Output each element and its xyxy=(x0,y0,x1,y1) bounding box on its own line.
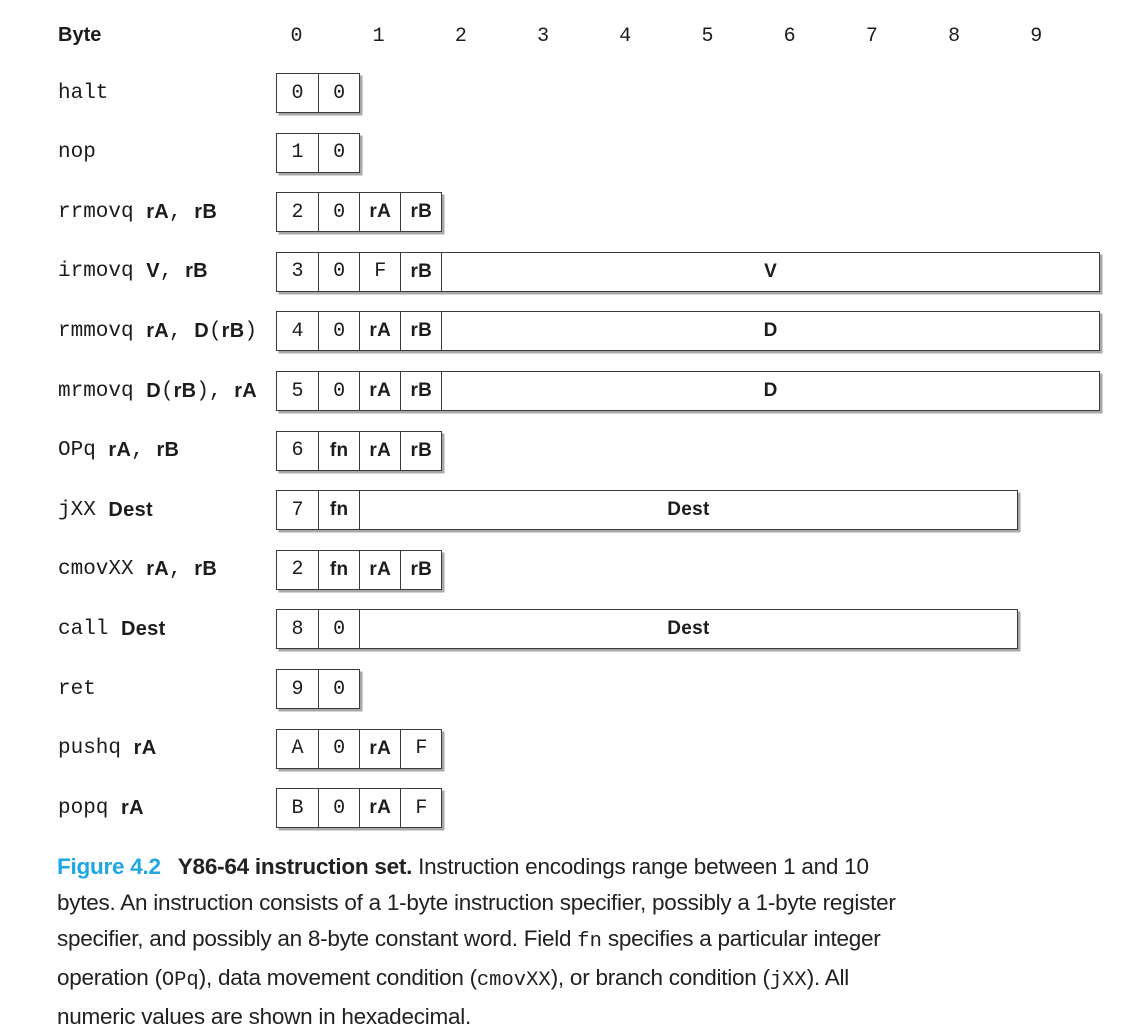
label-segment: rA xyxy=(146,558,170,581)
label-segment: rrmovq xyxy=(58,200,147,224)
encoding-field: fn xyxy=(318,432,359,470)
label-segment: , xyxy=(169,200,195,224)
encoding-field: 0 xyxy=(318,253,359,291)
label-nop xyxy=(58,133,96,173)
caption-segment: numeric values are shown in hexadecimal. xyxy=(57,1004,471,1029)
encoding-boxes-jxx xyxy=(276,490,1018,530)
encoding-field: F xyxy=(400,789,441,827)
label-pushq xyxy=(58,729,156,769)
label-opq xyxy=(58,431,179,471)
label-segment: halt xyxy=(58,81,109,105)
encoding-field: 0 xyxy=(318,134,359,172)
label-segment: jXX xyxy=(58,498,109,522)
encoding-field: rB xyxy=(400,253,441,291)
label-segment: rmmovq xyxy=(58,319,147,343)
label-segment: irmovq xyxy=(58,260,147,284)
encoding-field: fn xyxy=(318,491,359,529)
label-segment: D xyxy=(146,379,161,402)
caption-line xyxy=(57,849,1107,885)
encoding-field: F xyxy=(400,730,441,768)
encoding-field-wide: Dest xyxy=(359,610,1017,648)
label-segment: rB xyxy=(173,379,197,402)
caption-line xyxy=(57,921,1107,960)
label-segment: , xyxy=(169,558,195,582)
encoding-field: rA xyxy=(359,551,400,589)
label-segment: , xyxy=(159,260,186,284)
encoding-field: F xyxy=(359,253,400,291)
encoding-field-wide: Dest xyxy=(359,491,1017,529)
caption-segment: OPq xyxy=(161,969,199,992)
encoding-field: 0 xyxy=(318,670,359,708)
label-segment: ret xyxy=(58,677,96,701)
byte-number-5: 5 xyxy=(701,25,714,48)
label-segment: popq xyxy=(58,796,122,820)
encoding-field: fn xyxy=(318,551,359,589)
encoding-boxes-rmmovq xyxy=(276,311,1100,351)
encoding-field: rB xyxy=(400,551,441,589)
caption-segment: Instruction encodings range between 1 and 10 xyxy=(412,854,869,879)
encoding-field: 0 xyxy=(318,789,359,827)
label-mrmovq xyxy=(58,371,257,411)
label-segment: Dest xyxy=(121,617,166,640)
label-segment: rA xyxy=(108,439,132,462)
label-segment: , xyxy=(169,319,195,343)
encoding-boxes-rrmovq xyxy=(276,192,442,232)
byte-number-7: 7 xyxy=(865,25,878,48)
encoding-field: 3 xyxy=(291,260,304,284)
byte-number-2: 2 xyxy=(454,25,467,48)
encoding-boxes-mrmovq xyxy=(276,371,1100,411)
label-segment: ( xyxy=(160,379,174,403)
label-segment: rB xyxy=(194,200,218,223)
encoding-field: rA xyxy=(359,730,400,768)
encoding-field: rB xyxy=(400,312,441,350)
label-cmovxx xyxy=(58,550,217,590)
encoding-field: B xyxy=(291,796,304,820)
label-segment: rB xyxy=(185,260,208,283)
encoding-boxes-irmovq xyxy=(276,252,1100,292)
label-segment: rB xyxy=(221,319,245,342)
caption-line xyxy=(57,960,1107,999)
caption-segment: fn xyxy=(577,930,602,953)
encoding-field: rA xyxy=(359,372,400,410)
label-segment: nop xyxy=(58,141,96,165)
caption-segment: specifier, and possibly an 8-byte constant word. Field xyxy=(57,926,578,951)
encoding-field-wide: D xyxy=(441,312,1099,350)
encoding-boxes-popq xyxy=(276,788,442,828)
label-ret xyxy=(58,669,96,709)
label-segment: , xyxy=(131,439,157,463)
figure-number: Figure 4.2 xyxy=(57,854,161,879)
encoding-field: rA xyxy=(359,432,400,470)
label-segment: rB xyxy=(194,558,218,581)
label-call xyxy=(58,609,166,649)
label-segment: OPq xyxy=(58,439,109,463)
encoding-boxes-halt xyxy=(276,73,360,113)
caption-segment: cmovXX xyxy=(476,969,551,992)
encoding-field: 0 xyxy=(318,312,359,350)
label-irmovq xyxy=(58,252,208,292)
byte-number-1: 1 xyxy=(372,25,385,48)
byte-number-8: 8 xyxy=(948,25,961,48)
encoding-field: rA xyxy=(359,789,400,827)
encoding-boxes-call xyxy=(276,609,1018,649)
encoding-field: 6 xyxy=(291,439,304,463)
label-segment: pushq xyxy=(58,737,134,761)
encoding-field-wide: D xyxy=(441,372,1099,410)
caption-segment: bytes. An instruction consists of a 1-byte instruction specifier, possibly a 1-byte register xyxy=(57,890,896,915)
encoding-field-wide: V xyxy=(441,253,1099,291)
encoding-boxes-cmovxx xyxy=(276,550,442,590)
figure-caption xyxy=(57,849,1107,1035)
encoding-field: 2 xyxy=(291,558,304,582)
encoding-boxes-opq xyxy=(276,431,442,471)
label-segment: D xyxy=(194,319,210,342)
encoding-field: 8 xyxy=(291,617,304,641)
label-segment: Dest xyxy=(108,498,153,521)
caption-line xyxy=(57,999,1107,1035)
label-segment: ) xyxy=(244,319,258,343)
encoding-field: rB xyxy=(400,372,441,410)
encoding-field: 0 xyxy=(318,193,359,231)
caption-segment: ). All xyxy=(806,965,849,990)
label-segment: mrmovq xyxy=(58,379,147,403)
byte-number-6: 6 xyxy=(783,25,796,48)
byte-number-3: 3 xyxy=(537,25,550,48)
byte-number-9: 9 xyxy=(1030,25,1043,48)
encoding-field: 2 xyxy=(291,200,304,224)
encoding-field: 0 xyxy=(318,372,359,410)
byte-number-0: 0 xyxy=(290,25,303,48)
encoding-field: 5 xyxy=(291,379,304,403)
byte-header-label: Byte xyxy=(58,24,102,46)
caption-segment: ), or branch condition ( xyxy=(550,965,770,990)
encoding-field: 1 xyxy=(291,141,304,165)
label-popq xyxy=(58,788,144,828)
encoding-field: 0 xyxy=(291,81,304,105)
encoding-field: rB xyxy=(400,432,441,470)
label-rrmovq xyxy=(58,192,217,232)
label-halt xyxy=(58,73,108,113)
encoding-field: rA xyxy=(359,312,400,350)
label-segment: rA xyxy=(146,319,170,342)
encoding-field: rB xyxy=(400,193,441,231)
encoding-boxes-pushq xyxy=(276,729,442,769)
label-segment: ), xyxy=(196,379,235,403)
label-segment: ( xyxy=(209,319,222,343)
encoding-boxes-ret xyxy=(276,669,360,709)
caption-segment: jXX xyxy=(769,969,807,992)
label-segment: rA xyxy=(121,796,144,819)
label-segment: call xyxy=(58,617,122,641)
encoding-boxes-nop xyxy=(276,133,360,173)
caption-segment: ), data movement condition ( xyxy=(198,965,477,990)
encoding-field: rA xyxy=(359,193,400,231)
byte-number-4: 4 xyxy=(619,25,632,48)
caption-line xyxy=(57,885,1107,921)
label-segment: cmovXX xyxy=(58,558,147,582)
label-jxx xyxy=(58,490,153,530)
caption-segment: Y86-64 instruction set. xyxy=(177,854,413,879)
encoding-field: 0 xyxy=(318,74,359,112)
label-segment: rA xyxy=(146,200,170,223)
label-segment: V xyxy=(146,260,160,283)
encoding-field: 4 xyxy=(291,319,304,343)
encoding-field: 7 xyxy=(291,498,304,522)
label-segment: rB xyxy=(156,439,180,462)
label-rmmovq xyxy=(58,311,257,351)
encoding-field: A xyxy=(291,737,304,761)
encoding-field: 0 xyxy=(318,610,359,648)
label-segment: rA xyxy=(133,737,157,760)
encoding-field: 0 xyxy=(318,730,359,768)
label-segment: rA xyxy=(234,379,258,402)
caption-segment: operation ( xyxy=(57,965,162,990)
caption-segment: specifies a particular integer xyxy=(601,926,881,951)
encoding-field: 9 xyxy=(291,677,304,701)
